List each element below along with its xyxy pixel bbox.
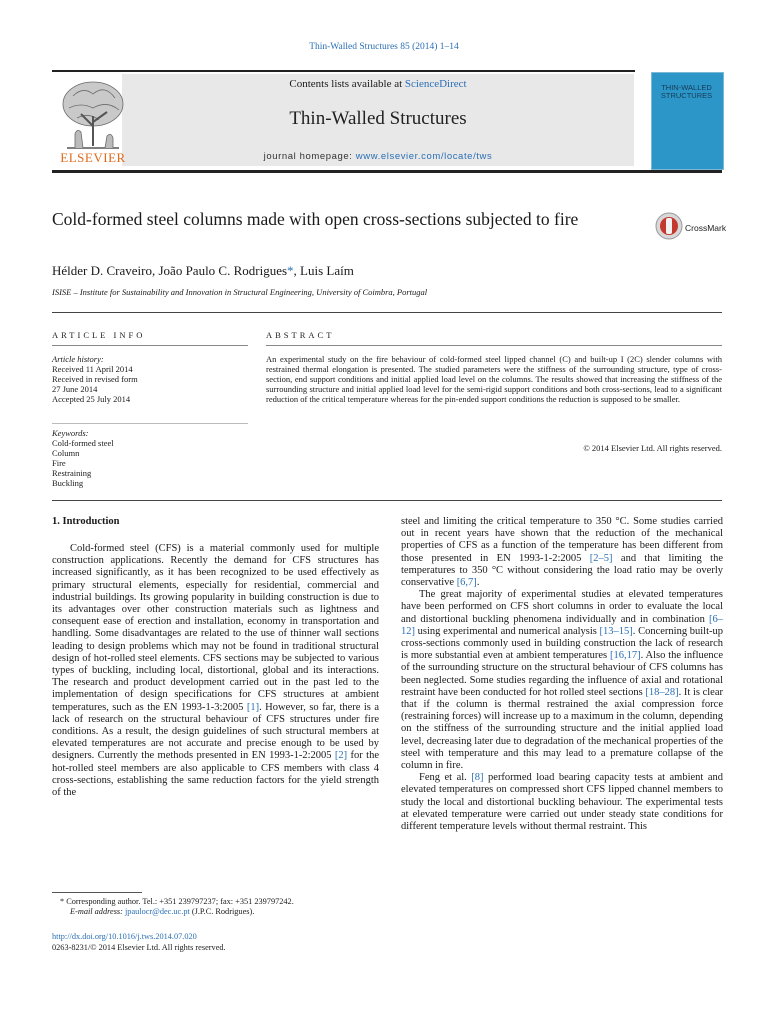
body-rule — [52, 500, 722, 501]
text-run: performed load bearing capacity tests at ambient and elevated temperatures on compressed short CFS lipped channel members to study the local and distortional buckling behaviour. The experimental tests at elevated temperature were carried out under steady state conditions for different temperature levels without thermal restraint. This — [401, 772, 724, 833]
email-line — [52, 907, 379, 917]
citation-link[interactable]: [13–15] — [599, 625, 633, 637]
text-run: for the hot-rolled steel members are also applicable to CFS members with class 4 cross-sections, establishing the same reduction factors for the yield strength of the — [52, 750, 379, 799]
keyword-item: Restraining — [52, 468, 92, 478]
citation-link[interactable]: [16,17] — [610, 650, 641, 662]
sciencedirect-link[interactable]: ScienceDirect — [404, 78, 467, 90]
article-info-heading: ARTICLE INFO — [52, 330, 146, 340]
affiliation: ISISE – Institute for Sustainability and Innovation in Structural Engineering, University of Coimbra, Portugal — [52, 287, 428, 297]
paragraph — [401, 772, 723, 833]
text-run: and that limiting the temperatures to 350 °C without considering the load ratio may be overly conservative — [401, 552, 723, 589]
citation-link[interactable]: [1] — [246, 701, 260, 713]
history-item: Received in revised form — [52, 374, 138, 384]
text-run: . Concerning built-up cross-sections commonly used in building construction the lack of research is more substantial even at ambient temperatures — [401, 625, 723, 662]
journal-homepage — [122, 151, 634, 162]
article-info-rule — [52, 345, 248, 346]
citation-link[interactable]: [6–12] — [401, 613, 723, 637]
section-heading-introduction: 1. Introduction — [52, 516, 120, 527]
text-run: steel and limiting the critical temperature to 350 °C. Some studies carried out in recent years have shown that the reduction of the mechanical properties of CFS as a function of the temperature has been different from those presented in EN 1993-1-2:2005 — [401, 516, 723, 564]
text-run: Feng et al. — [419, 772, 472, 784]
authors-rest: , Luis Laím — [293, 263, 354, 278]
keyword-item: Fire — [52, 458, 66, 468]
paragraph — [401, 516, 723, 589]
header-bottom-rule — [52, 170, 722, 173]
doi-link[interactable]: http://dx.doi.org/10.1016/j.tws.2014.07.020 — [52, 932, 197, 941]
paragraph — [52, 543, 379, 799]
text-run: The great majority of experimental studies at elevated temperatures have been performed on CFS short columns in order to evaluate the local and distortional buckling phenomena individually and in combination — [401, 589, 723, 625]
keyword-item: Buckling — [52, 478, 84, 488]
text-run: Cold-formed steel (CFS) is a material commonly used for multiple construction applications. Recently the demand for CFS structures has increased significantly, as it has been recognized to be used effectively as primary structural elements, especially for residential, commercial and industrial buildings. Its growing popularity in building construction is due to its advantages over other construction materials such as lightness and consequent ease of erection and installation, economy in transportation and handling. Some disadvantages are related to the use of thinner wall sections leading to design problems which may not be found in traditional structural design of hot-rolled steel elements. CFS sections may be subjected to various types of buckling, including local, distortional, global and its interactions. The research and product development carried out in the past led to the implementation of design specifications for CFS structures at ambient temperatures, such as the EN 1993-1-3:2005 — [52, 543, 379, 713]
history-item: Accepted 25 July 2014 — [52, 394, 131, 404]
citation-link[interactable]: [8] — [471, 772, 484, 784]
homepage-link[interactable]: www.elsevier.com/locate/tws — [355, 151, 493, 162]
abstract-text: An experimental study on the fire behaviour of cold-formed steel lipped channel (C) and built-up I (2C) slender columns with restrained thermal elongation is presented. The studied parameters were the stiffness of the surrounding structure, type of cross-section, end support conditions and initial applied load level on the columns. The results showed that increasing the stiffness of the surrounding structure and initial applied load level for the semi-rigid support conditions and both cross-sections, lead to a significant reduction of the critical temperature whereas for the pin-ended support conditions the reduction is supposed to be smaller. — [266, 354, 722, 404]
citation-link[interactable]: [6,7] — [456, 577, 477, 589]
email-link[interactable]: jpaulocr@dec.uc.pt — [125, 907, 190, 916]
keyword-item: Column — [52, 448, 80, 458]
citation-link[interactable]: [2–5] — [589, 552, 613, 564]
history-item: 27 June 2014 — [52, 384, 98, 394]
homepage-prefix: journal homepage: — [263, 151, 356, 162]
citation-link[interactable]: [2] — [334, 750, 348, 762]
footnote-rule — [52, 892, 142, 893]
header-top-rule — [52, 70, 635, 72]
section-rule — [52, 312, 722, 313]
text-run: . — [476, 577, 480, 589]
journal-title: Thin-Walled Structures — [289, 108, 467, 129]
history-item: Received 11 April 2014 — [52, 364, 133, 374]
text-run: . However, so far, there is a lack of research on the structural behaviour of CFS structures under fire conditions. As a result, the design guidelines of such structural members at elevated temperatures are not accurate and precise enough to be used by designers. Currently the methods presented in EN 1993-1-2:2005 — [52, 701, 380, 762]
authors-main: Hélder D. Craveiro, João Paulo C. Rodrigues — [52, 263, 288, 278]
abstract-rule — [266, 345, 722, 346]
text-run: . It is clear that if the column is thermal restrained the axial compression force (restraining forces) will increase up to a maximum in the column, depending on the stiffness of the surrounding structure and the initial applied load level, decreasing later due to degradation of the mechanical properties of the steel with temperature and this may lead to a premature collapse of the column in fire. — [401, 686, 724, 772]
email-suffix: (J.P.C. Rodrigues). — [189, 907, 255, 916]
crossmark-label[interactable]: CrossMark — [685, 223, 727, 233]
keywords — [52, 428, 248, 488]
corresponding-author-mark[interactable]: * — [287, 263, 294, 278]
text-run: using experimental and numerical analysis — [415, 625, 600, 637]
contents-line — [122, 78, 634, 90]
issn-copyright: 0263-8231/© 2014 Elsevier Ltd. All rights reserved. — [52, 943, 226, 952]
author-list — [52, 263, 354, 279]
corresponding-author-note: * Corresponding author. Tel.: +351 239797237; fax: +351 239797242. — [60, 897, 294, 906]
history-label: Article history: — [52, 354, 104, 364]
abstract-heading: ABSTRACT — [266, 330, 335, 340]
cover-title: THIN-WALLED STRUCTURES — [660, 83, 713, 100]
paper-title: Cold-formed steel columns made with open cross-sections subjected to fire — [52, 209, 579, 229]
keyword-item: Cold-formed steel — [52, 438, 114, 448]
text-run: . Also the influence of the surrounding structure on the structural behaviour of CFS columns has been neglected. Some studies regarding the influence of axial and rotational restraint have been conducted for hot rolled steel sections — [401, 650, 723, 698]
footnote — [52, 897, 379, 917]
elsevier-wordmark: ELSEVIER — [60, 150, 126, 165]
keywords-label: Keywords: — [52, 428, 89, 438]
crossmark-icon[interactable] — [655, 212, 683, 240]
article-history — [52, 354, 248, 404]
body-column-left — [52, 543, 379, 799]
body-column-right — [401, 516, 723, 833]
paragraph — [401, 589, 723, 772]
contents-prefix: Contents lists available at — [289, 78, 405, 90]
citation-link[interactable]: [18–28] — [645, 686, 679, 698]
abstract-copyright: © 2014 Elsevier Ltd. All rights reserved. — [583, 443, 722, 453]
keywords-rule — [52, 423, 248, 424]
journal-reference[interactable]: Thin-Walled Structures 85 (2014) 1–14 — [309, 42, 459, 52]
email-label: E-mail address: — [70, 907, 125, 916]
